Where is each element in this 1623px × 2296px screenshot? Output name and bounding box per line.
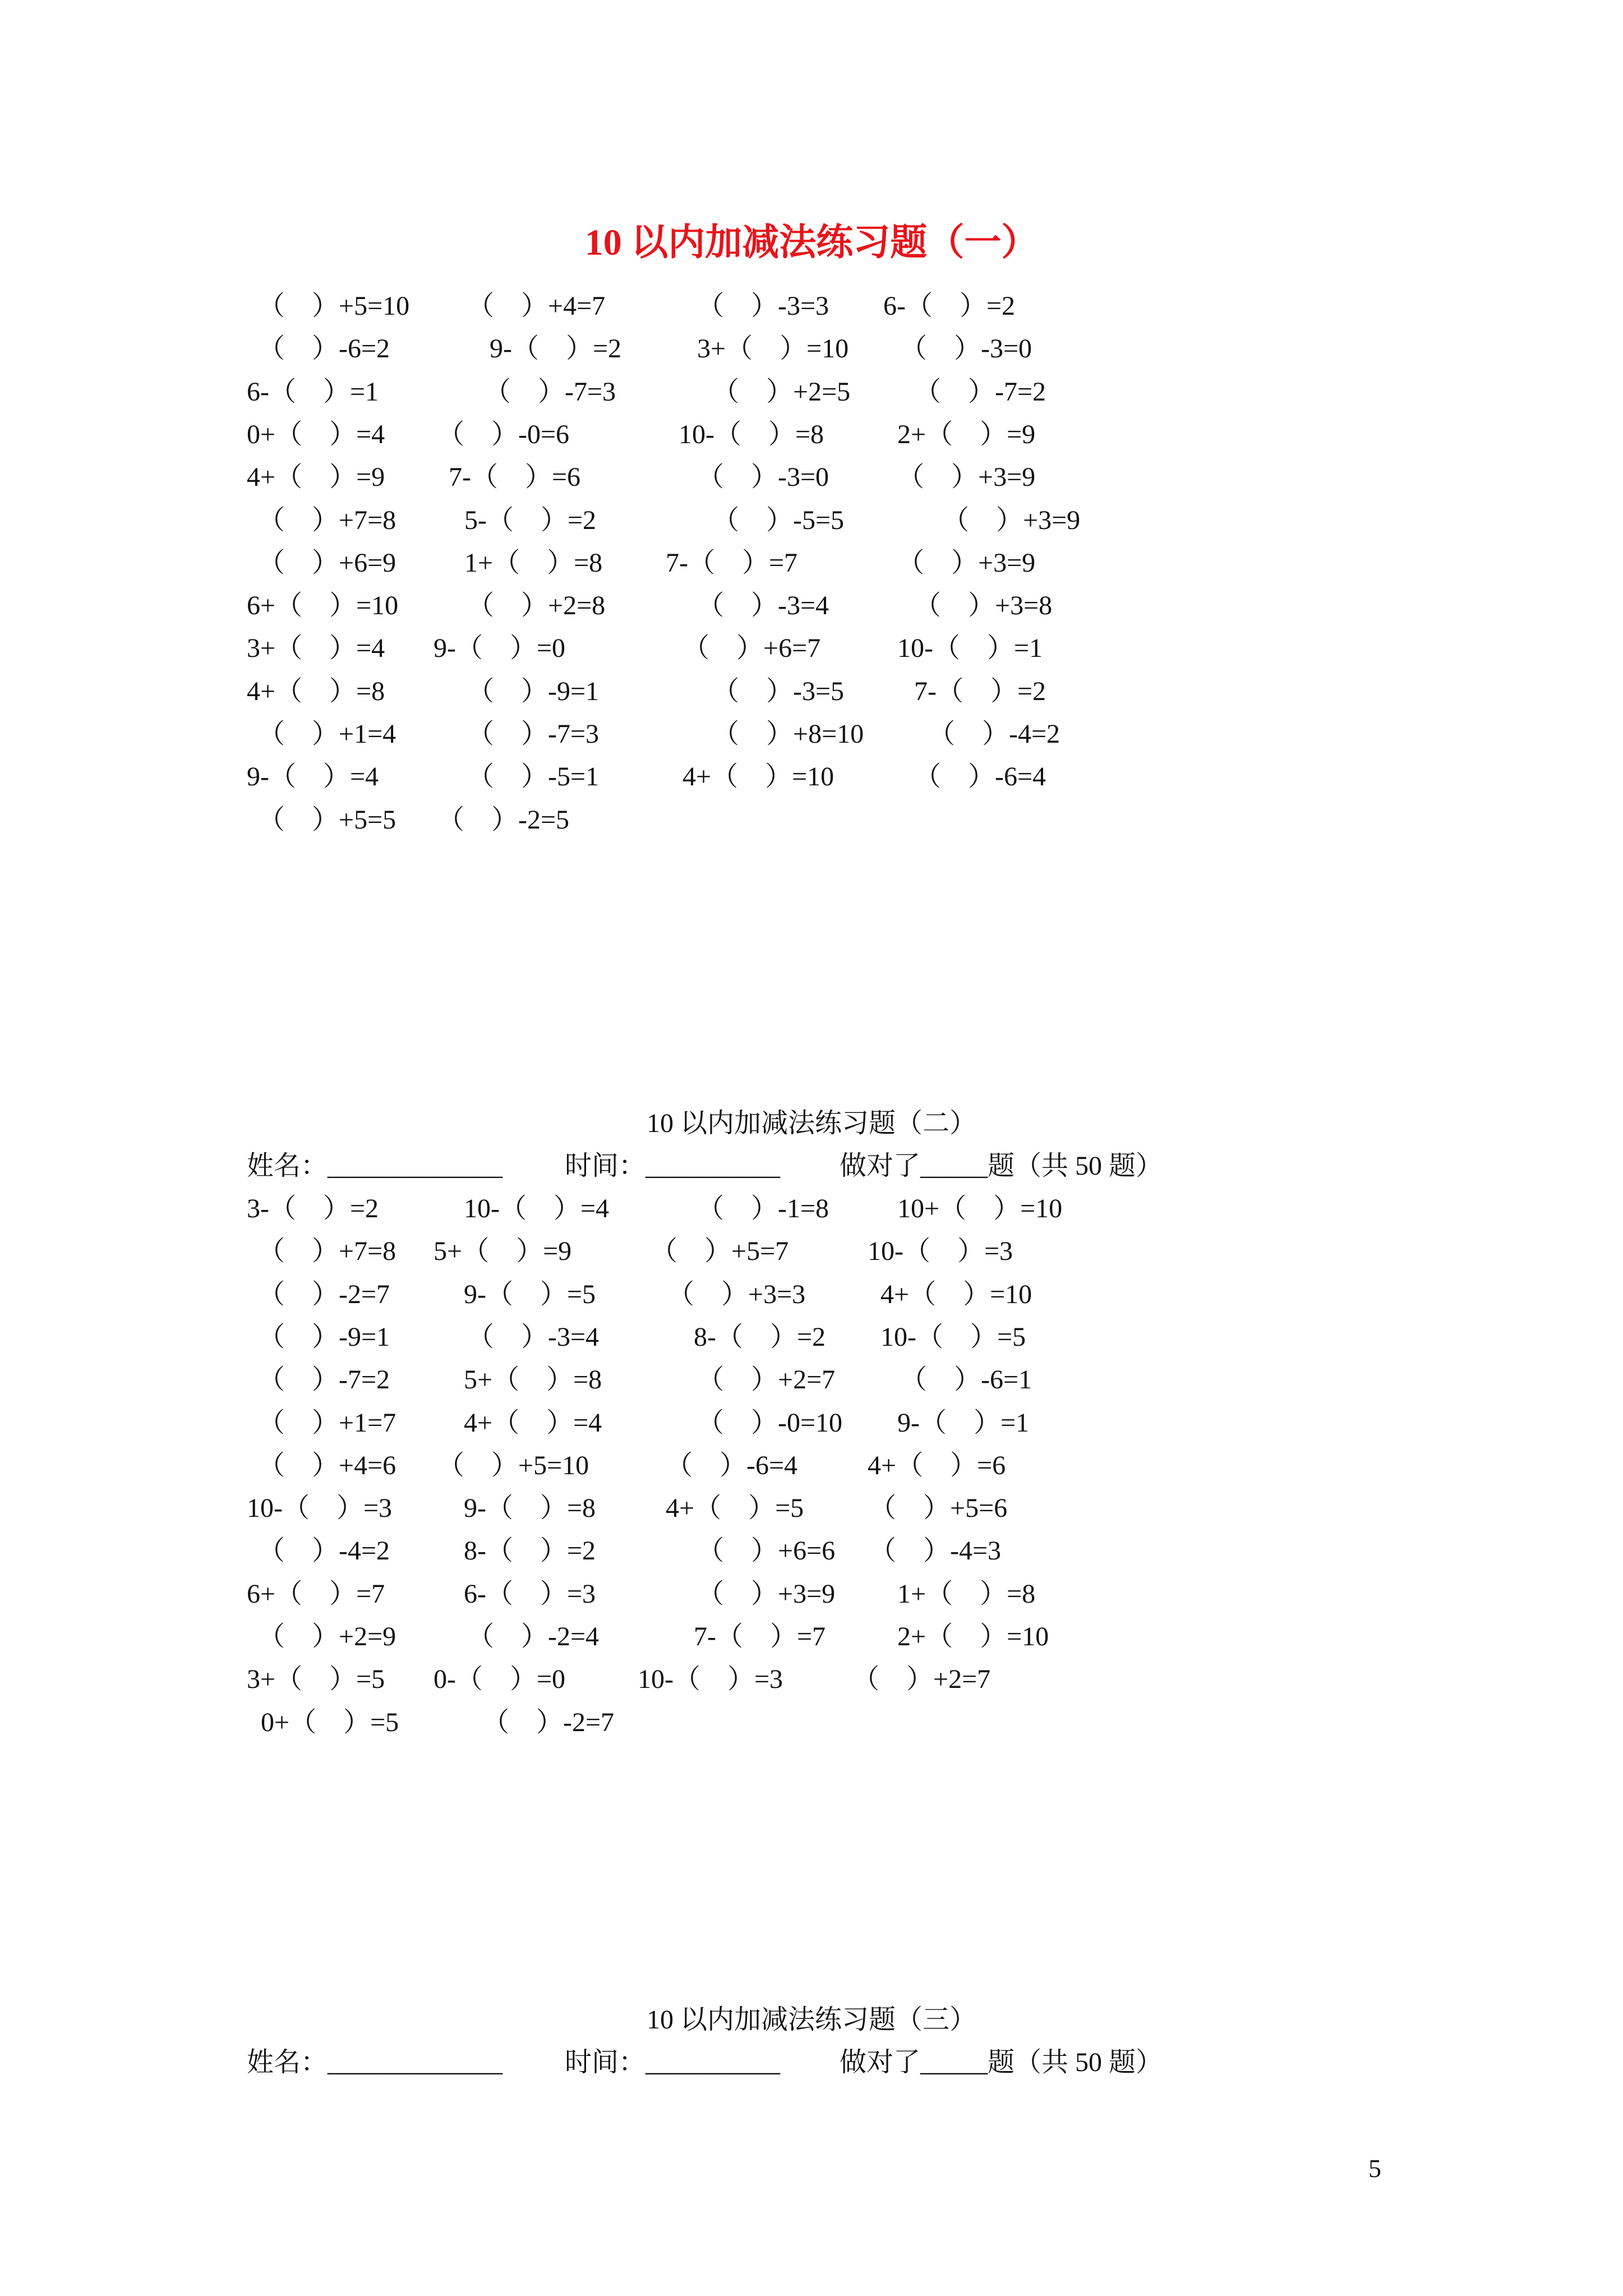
exercise-item: 10-（ ）=3	[638, 1664, 783, 1694]
exercise-item: 0+（ ）=5	[261, 1708, 399, 1737]
exercise-row	[0, 670, 1623, 713]
exercise-item: 9-（ ）=1	[897, 1408, 1030, 1438]
exercise-item: 1+（ ）=8	[464, 548, 603, 578]
section-2-title: 10 以内加减法练习题（二）	[646, 1108, 976, 1138]
exercise-item: （ ）+5=6	[869, 1493, 1008, 1523]
exercise-row	[0, 1616, 1623, 1658]
exercise-item: 10-（ ）=5	[880, 1322, 1026, 1352]
exercise-item: 4+（ ）=10	[683, 762, 834, 792]
exercise-item: （ ）-3=3	[697, 291, 829, 321]
exercise-row	[0, 1359, 1623, 1401]
exercise-row	[0, 1188, 1623, 1230]
exercise-item: （ ）-6=1	[900, 1365, 1032, 1395]
exercise-row	[0, 756, 1623, 798]
exercise-item: （ ）+5=10	[437, 1451, 589, 1480]
exercise-row	[0, 1487, 1623, 1530]
exercise-item: （ ）-3=5	[712, 677, 845, 706]
exercise-item: 3+（ ）=4	[247, 633, 385, 663]
exercise-item: （ ）-9=1	[258, 1322, 390, 1352]
exercise-item: （ ）-6=4	[914, 762, 1046, 792]
page-number: 5	[1368, 2154, 1381, 2183]
exercise-row	[0, 1402, 1623, 1444]
name-field-label: 姓名：_____________	[247, 2047, 503, 2077]
exercise-item: （ ）-2=4	[467, 1622, 600, 1651]
exercise-item: （ ）-2=7	[482, 1708, 615, 1737]
exercise-item: （ ）-0=6	[437, 420, 570, 449]
exercise-item: 4+（ ）=9	[247, 462, 385, 492]
time-field-label: 时间：__________	[565, 2047, 781, 2077]
exercise-item: （ ）+2=7	[852, 1664, 991, 1694]
exercise-row	[0, 285, 1623, 328]
exercise-item: 9-（ ）=8	[464, 1493, 596, 1523]
exercise-item: （ ）-4=2	[928, 719, 1061, 749]
exercise-item: 7-（ ）=2	[914, 677, 1046, 706]
exercise-item: 4+（ ）=8	[247, 677, 385, 706]
exercise-item: 9-（ ）=5	[464, 1280, 596, 1309]
exercise-row	[0, 413, 1623, 456]
exercise-row	[0, 1316, 1623, 1359]
exercise-row	[0, 713, 1623, 756]
score-field-label: 做对了_____题（共 50 题）	[840, 1151, 1163, 1181]
exercise-row	[0, 1273, 1623, 1316]
exercise-item: （ ）-6=4	[666, 1451, 798, 1480]
exercise-item: 10+（ ）=10	[897, 1194, 1063, 1223]
section-3-header	[0, 2041, 1623, 2084]
exercise-item: （ ）-5=1	[467, 762, 600, 792]
exercise-item: 8-（ ）=2	[694, 1322, 826, 1352]
exercise-row	[0, 1658, 1623, 1701]
section-2-header	[0, 1145, 1623, 1188]
exercise-item: 4+（ ）=5	[666, 1493, 804, 1523]
exercise-item: 0-（ ）=0	[434, 1664, 566, 1694]
exercise-item: 7-（ ）=7	[666, 548, 798, 578]
exercise-item: 0+（ ）=4	[247, 420, 385, 449]
exercise-item: （ ）+5=10	[258, 291, 410, 321]
exercise-row	[0, 585, 1623, 627]
section-3-title: 10 以内加减法练习题（三）	[646, 2005, 976, 2035]
exercise-row	[0, 1530, 1623, 1572]
exercise-item: （ ）+4=7	[467, 291, 606, 321]
exercise-item: （ ）-1=8	[697, 1194, 829, 1223]
exercise-item: 5-（ ）=2	[464, 505, 597, 535]
exercise-row	[0, 499, 1623, 542]
exercise-item: （ ）+2=5	[712, 377, 851, 407]
exercise-item: 4+（ ）=4	[464, 1408, 602, 1438]
exercise-item: （ ）-7=3	[467, 719, 600, 749]
exercise-row	[0, 371, 1623, 413]
exercise-item: （ ）+2=9	[258, 1622, 396, 1651]
exercise-item: （ ）+3=9	[697, 1579, 836, 1609]
exercise-item: 6+（ ）=10	[247, 591, 399, 620]
exercise-item: （ ）-3=4	[467, 1322, 600, 1352]
exercise-row	[0, 328, 1623, 370]
exercise-item: 6-（ ）=3	[464, 1579, 596, 1609]
exercise-item: （ ）-2=5	[437, 805, 570, 835]
exercise-item: （ ）+1=4	[258, 719, 396, 749]
exercise-item: 7-（ ）=6	[449, 462, 581, 492]
exercise-item: （ ）+3=3	[667, 1280, 806, 1309]
exercise-row	[0, 456, 1623, 499]
exercise-item: （ ）-3=0	[900, 334, 1032, 364]
exercise-item: （ ）+4=6	[258, 1451, 396, 1480]
exercise-item: 1+（ ）=8	[897, 1579, 1036, 1609]
exercise-item: （ ）-7=2	[258, 1365, 390, 1395]
exercise-item: （ ）-3=4	[697, 591, 829, 620]
exercise-item: 10-（ ）=8	[679, 420, 824, 449]
exercise-item: 10-（ ）=3	[868, 1236, 1013, 1266]
exercise-item: （ ）-0=10	[697, 1408, 843, 1438]
exercise-item: 9-（ ）=4	[247, 762, 379, 792]
exercise-item: （ ）+7=8	[258, 505, 396, 535]
exercise-item: （ ）+6=7	[683, 633, 821, 663]
exercise-item: （ ）-4=2	[258, 1536, 390, 1566]
exercise-row	[0, 1701, 1623, 1744]
score-field-label: 做对了_____题（共 50 题）	[840, 2047, 1163, 2077]
exercise-item: （ ）-3=0	[697, 462, 829, 492]
exercise-item: （ ）+3=8	[914, 591, 1053, 620]
exercise-item: （ ）-7=3	[484, 377, 616, 407]
exercise-item: 6-（ ）=2	[883, 291, 1016, 321]
exercise-item: （ ）+3=9	[897, 548, 1036, 578]
exercise-item: 4+（ ）=10	[880, 1280, 1032, 1309]
exercise-item: （ ）-4=3	[869, 1536, 1002, 1566]
exercise-item: 9-（ ）=2	[490, 334, 622, 364]
exercise-row	[0, 1230, 1623, 1273]
exercise-item: （ ）+5=5	[258, 805, 396, 835]
exercise-item: 5+（ ）=9	[434, 1236, 572, 1266]
exercise-item: 8-（ ）=2	[464, 1536, 596, 1566]
exercise-item: （ ）+1=7	[258, 1408, 396, 1438]
exercise-row	[0, 542, 1623, 585]
name-field-label: 姓名：_____________	[247, 1151, 503, 1181]
exercise-item: 5+（ ）=8	[464, 1365, 602, 1395]
exercise-item: （ ）+3=9	[897, 462, 1036, 492]
exercise-item: （ ）+3=9	[942, 505, 1081, 535]
exercise-item: （ ）-6=2	[258, 334, 390, 364]
exercise-row	[0, 1444, 1623, 1487]
exercise-item: 6-（ ）=1	[247, 377, 379, 407]
section-1-title: 10 以内加减法练习题（一）	[584, 222, 1039, 263]
exercise-item: 2+（ ）=9	[897, 420, 1036, 449]
exercise-item: 10-（ ）=1	[897, 633, 1043, 663]
exercise-item: （ ）+2=7	[697, 1365, 836, 1395]
exercise-item: （ ）+2=8	[467, 591, 606, 620]
exercise-item: 3+（ ）=5	[247, 1664, 385, 1694]
exercise-item: （ ）+5=7	[651, 1236, 789, 1266]
exercise-item: （ ）-7=2	[914, 377, 1046, 407]
exercise-item: 7-（ ）=7	[694, 1622, 826, 1651]
exercise-item: （ ）+6=6	[697, 1536, 836, 1566]
exercise-item: （ ）-2=7	[258, 1280, 390, 1309]
exercise-item: 10-（ ）=4	[464, 1194, 610, 1223]
exercise-item: 10-（ ）=3	[247, 1493, 393, 1523]
exercise-row	[0, 1573, 1623, 1616]
exercise-item: 2+（ ）=10	[897, 1622, 1049, 1651]
exercise-item: （ ）+8=10	[712, 719, 864, 749]
exercise-item: （ ）+6=9	[258, 548, 396, 578]
exercise-item: 3+（ ）=10	[697, 334, 849, 364]
exercise-item: 9-（ ）=0	[434, 633, 566, 663]
exercise-row	[0, 799, 1623, 841]
exercise-item: （ ）-5=5	[712, 505, 845, 535]
exercise-item: 3-（ ）=2	[247, 1194, 379, 1223]
time-field-label: 时间：__________	[565, 1151, 781, 1181]
exercise-item: （ ）+7=8	[258, 1236, 396, 1266]
exercise-item: 6+（ ）=7	[247, 1579, 385, 1609]
exercise-item: 4+（ ）=6	[868, 1451, 1006, 1480]
exercise-item: （ ）-9=1	[467, 677, 600, 706]
exercise-row	[0, 627, 1623, 670]
